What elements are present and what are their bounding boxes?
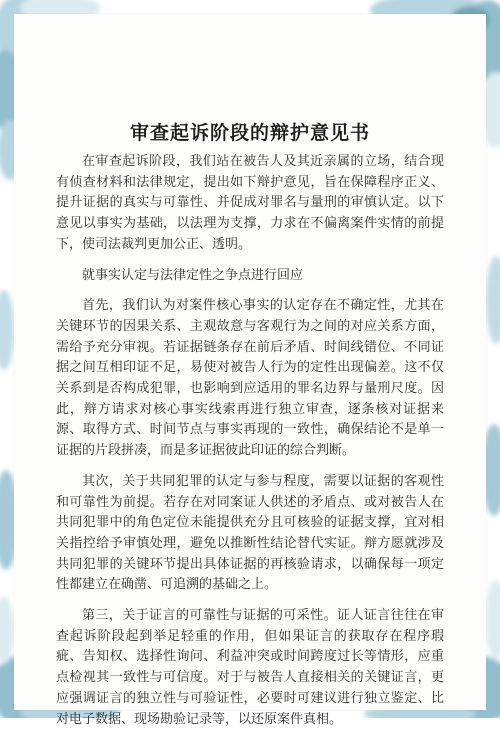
paragraph-first: 首先，我们认为对案件核心事实的认定存在不确定性，尤其在关键环节的因果关系、主观故意与客观行为之间的对应关系方面，需给予充分审视。若证据链条存在前后矛盾、时间线错位、不同证据之间互相印证不足，易使对被告人行为的定性出现偏差。这不仅关系到是否构成犯罪，也影响到应适用的罪名边界与量刑尺度。因此，辩方请求对核心事实线索再进行独立审查，逐条核对证据来源、取得方式、时间节点与事实再现的一致性，确保结论不是单一证据的片段拼凑，而是多证据彼此印证的综合判断。	[56, 298, 444, 459]
section-heading: 就事实认定与法律定性之争点进行回应	[82, 267, 304, 283]
document-title: 审查起诉阶段的辩护意见书	[129, 122, 370, 144]
paragraph-intro: 在审查起诉阶段，我们站在被告人及其近亲属的立场，结合现有侦查材料和法律规定，提出如下辩护意见，旨在保障程序正义、提升证据的真实与可靠性、并促成对罪名与量刑的审慎认定。以下意见以事实为基础，以法理为支撑，力求在不偏离案件实情的前提下，使司法裁判更加公正、透明。	[56, 154, 444, 252]
paragraph-third: 第三，关于证言的可靠性与证据的可采性。证人证言往往在审查起诉阶段起到举足轻重的作用，但如果证言的获取存在程序瑕疵、告知权、选择性询问、利益冲突或时间跨度过长等情形，应重点检视其一致性与可信度。对于与被告人直接相关的关键证言，更应强调证言的独立性与可验证性，必要时可建议进行独立鉴定、比对电子数据、现场勘验记录等，以还原案件真相。	[56, 608, 444, 727]
document-body	[56, 152, 444, 730]
paragraph-second: 其次，关于共同犯罪的认定与参与程度，需要以证据的客观性和可靠性为前提。若存在对同案证人供述的矛盾点、或对被告人在共同犯罪中的角色定位未能提供充分且可核验的证据支撑，宜对相关指控给予审慎处理，避免以推断性结论替代实证。辩方愿就涉及共同犯罪的关键环节提出具体证据的再核验请求，以确保每一项定性都建立在确凿、可追溯的基础之上。	[56, 473, 444, 593]
